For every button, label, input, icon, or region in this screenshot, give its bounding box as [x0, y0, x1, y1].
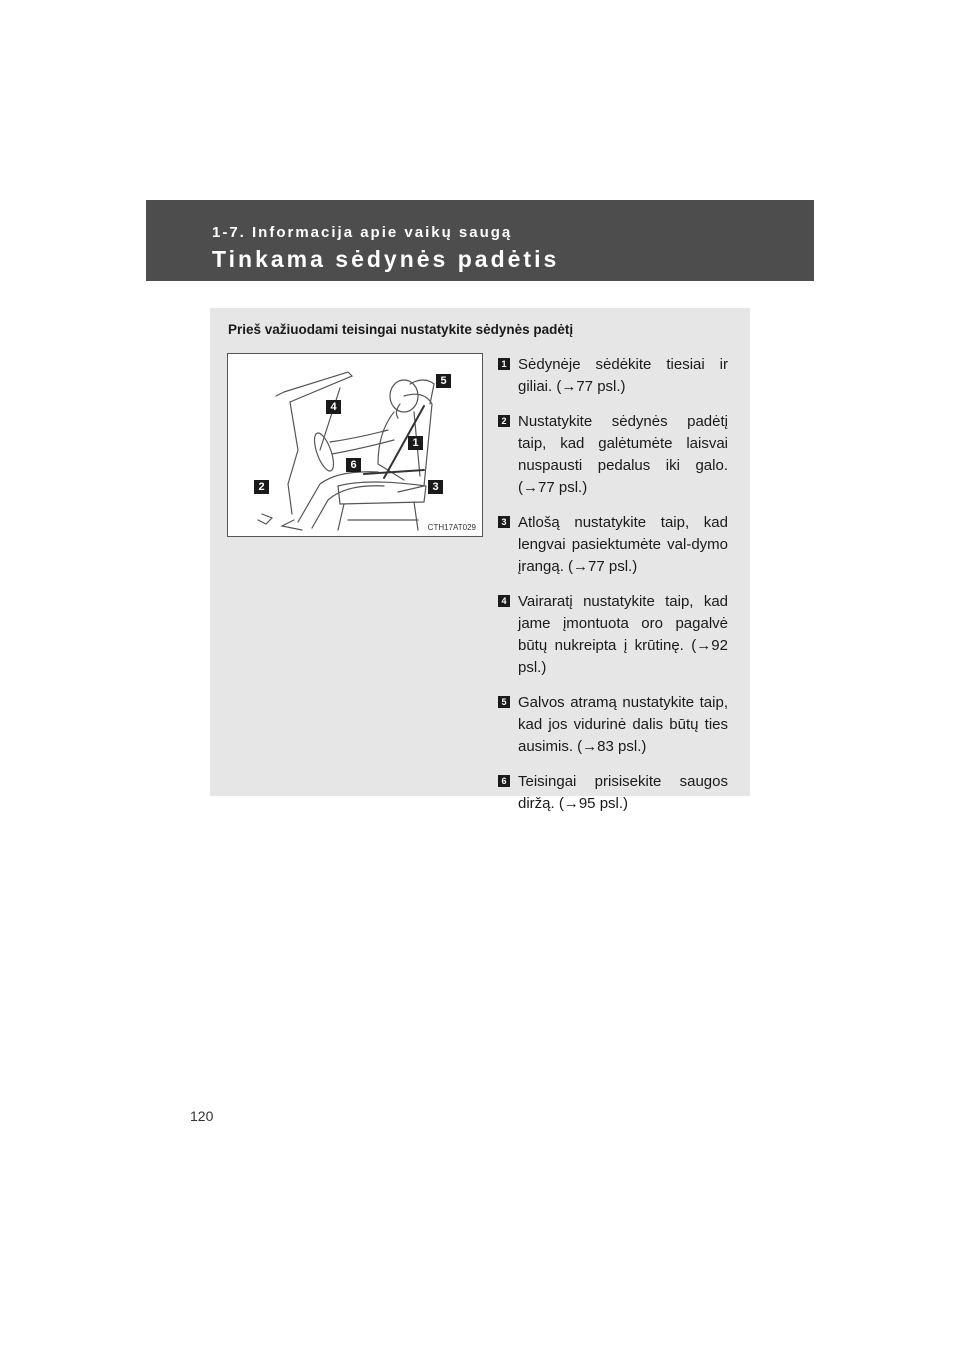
page-title: Tinkama sėdynės padėtis	[212, 246, 560, 272]
step-text: Sėdynėje sėdėkite tiesiai ir giliai. (→77 psl.)	[518, 356, 728, 395]
step-text: Vairaratį nustatykite taip, kad jame įmontuota oro pagalvė būtų nukreipta į krūtinę. (→92 psl.)	[518, 593, 728, 676]
intro-text: Prieš važiuodami teisingai nustatykite sėdynės padėtį	[228, 322, 574, 337]
callout-1: 1	[408, 436, 423, 450]
step-item	[498, 591, 728, 679]
header-band	[146, 200, 814, 281]
step-item	[498, 692, 728, 758]
step-number-badge: 2	[498, 415, 510, 427]
figure-code: CTH17AT029	[427, 523, 476, 532]
step-text: Nustatykite sėdynės padėtį taip, kad galėtumėte laisvai nuspausti pedalus iki galo. (→77 psl.)	[518, 413, 728, 496]
step-item	[498, 354, 728, 398]
step-list	[498, 354, 728, 828]
page-number: 120	[190, 1108, 214, 1124]
step-number-badge: 3	[498, 516, 510, 528]
step-number-badge: 5	[498, 696, 510, 708]
step-number-badge: 6	[498, 775, 510, 787]
step-text: Atlošą nustatykite taip, kad lengvai pasiektumėte val-dymo įrangą. (→77 psl.)	[518, 514, 728, 575]
section-label: 1-7. Informacija apie vaikų saugą	[212, 224, 513, 241]
callout-4: 4	[326, 400, 341, 414]
callout-5: 5	[436, 374, 451, 388]
step-item	[498, 411, 728, 499]
step-number-badge: 4	[498, 595, 510, 607]
step-number-badge: 1	[498, 358, 510, 370]
callout-3: 3	[428, 480, 443, 494]
callout-2: 2	[254, 480, 269, 494]
content-box	[210, 308, 750, 812]
step-item	[498, 771, 728, 815]
step-text: Teisingai prisisekite saugos diržą. (→95 psl.)	[518, 773, 728, 812]
seat-position-figure	[227, 353, 483, 537]
step-item	[498, 512, 728, 578]
step-text: Galvos atramą nustatykite taip, kad jos vidurinė dalis būtų ties ausimis. (→83 psl.)	[518, 694, 728, 755]
callout-6: 6	[346, 458, 361, 472]
